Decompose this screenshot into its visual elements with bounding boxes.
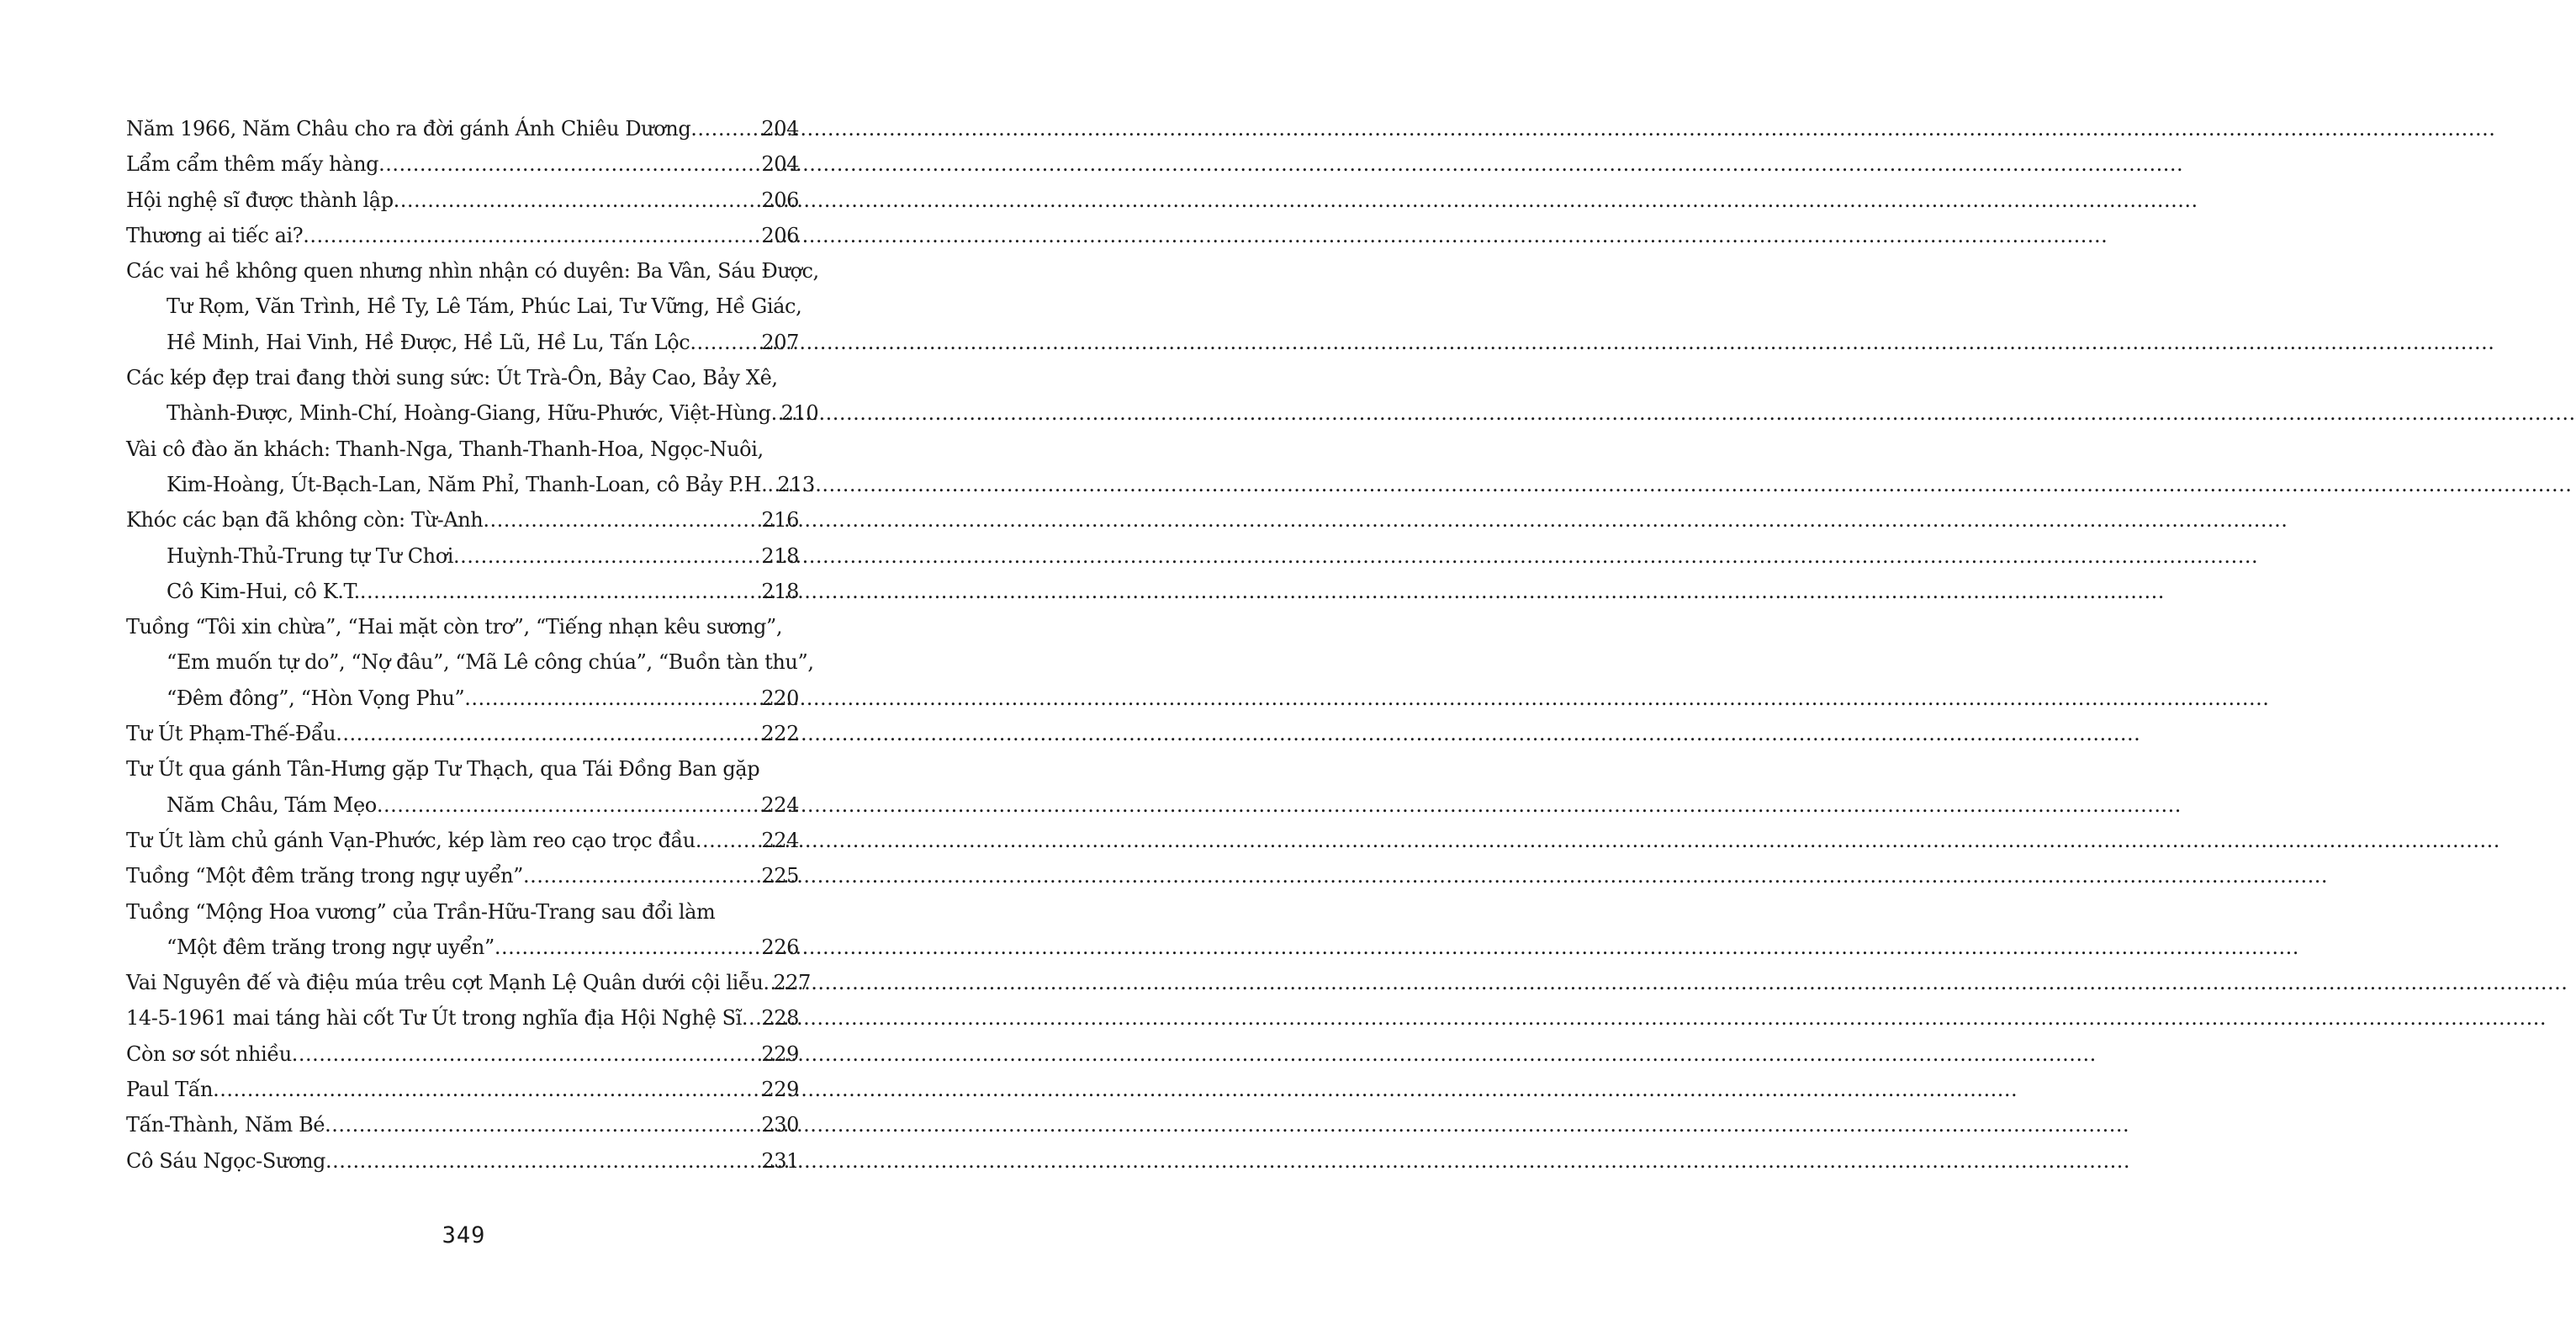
toc-entry xyxy=(126,751,799,823)
dot-leader xyxy=(377,787,760,823)
toc-entry-line: “Em muốn tự do”, “Nợ đâu”, “Mã Lê công chúa”, “Buồn tàn thu”, xyxy=(167,650,814,675)
toc-entry-title: Khóc các bạn đã không còn: Từ-Anh xyxy=(126,508,484,533)
dot-leader xyxy=(303,218,759,253)
toc-entry-title: Thương ai tiếc ai? xyxy=(126,223,304,247)
toc-entry-page: 213 xyxy=(777,472,815,496)
toc-entry-last-line xyxy=(126,574,799,609)
toc-entry xyxy=(126,1107,799,1142)
toc-entry-line: Tuồng “Tôi xin chừa”, “Hai mặt còn trơ”, “Tiếng nhạn kêu sương”, xyxy=(126,615,783,639)
toc-entry xyxy=(126,146,799,182)
dot-leader xyxy=(378,146,759,182)
toc-entry-page: 225 xyxy=(761,864,799,888)
dot-leader xyxy=(325,1107,759,1142)
toc-entry-title: Cô Sáu Ngọc-Sương xyxy=(126,1148,326,1173)
toc-entry-title: Tư Út làm chủ gánh Vạn-Phước, kép làm reo cạo trọc đầu xyxy=(126,828,696,852)
toc-entry xyxy=(126,609,814,716)
toc-entry-page: 228 xyxy=(761,1006,799,1031)
toc-entry-title: “Một đêm trăng trong ngự uyển” xyxy=(167,935,495,959)
toc-entry-line: Tuồng “Mộng Hoa vương” của Trần-Hữu-Trang sau đổi làm xyxy=(126,899,716,924)
toc-entry xyxy=(126,894,799,966)
toc-entry-page: 206 xyxy=(761,223,799,247)
toc-entry-last-line xyxy=(126,467,815,502)
toc-entry xyxy=(126,218,799,253)
toc-entry-last-line xyxy=(126,965,811,1000)
toc-entry-line: Tư Rọm, Văn Trình, Hề Ty, Lê Tám, Phúc Lai, Tư Vững, Hề Giác, xyxy=(167,294,802,319)
toc-entry xyxy=(126,1143,799,1179)
toc-entry-title: Vai Nguyên đế và điệu múa trêu cợt Mạnh Lệ Quân dưới cội liễu xyxy=(126,971,764,995)
dot-leader xyxy=(483,502,759,538)
toc-entry-page: 207 xyxy=(761,330,799,354)
toc-entry-last-line xyxy=(126,502,799,538)
toc-entry-last-line xyxy=(126,858,799,893)
toc-entry xyxy=(126,111,799,146)
toc-entry-title: Còn sơ sót nhiều xyxy=(126,1041,292,1066)
toc-entry xyxy=(126,253,819,360)
toc-entry-title: Huỳnh-Thủ-Trung tự Tư Chơi xyxy=(167,543,454,568)
toc-entry xyxy=(126,183,799,218)
dot-leader xyxy=(696,823,760,858)
toc-entry-last-line xyxy=(126,1000,799,1036)
toc-entry-page: 224 xyxy=(761,792,799,817)
dot-leader xyxy=(213,1072,759,1107)
toc-entry-page: 229 xyxy=(761,1041,799,1066)
toc-entry xyxy=(126,1036,799,1072)
toc-entry-title: Thành-Được, Minh-Chí, Hoàng-Giang, Hữu-Phước, Việt-Hùng xyxy=(167,401,771,426)
toc-entry xyxy=(126,360,819,432)
dot-leader xyxy=(464,681,759,716)
toc-entry-title: 14-5-1961 mai táng hài cốt Tư Út trong nghĩa địa Hội Nghệ Sĩ xyxy=(126,1006,742,1031)
toc-entry xyxy=(126,502,799,538)
toc-entry-page: 216 xyxy=(761,508,799,533)
toc-entry-last-line xyxy=(126,218,799,253)
toc-entry-last-line xyxy=(126,538,799,574)
toc-entry-last-line xyxy=(126,1143,799,1179)
toc-entry-last-line xyxy=(126,1036,799,1072)
toc-entry-page: 204 xyxy=(761,152,799,177)
dot-leader xyxy=(394,183,760,218)
dot-leader xyxy=(767,467,775,502)
toc-entry-title: Cô Kim-Hui, cô K.T. xyxy=(167,579,360,603)
toc-entry-title: Tư Út Phạm-Thế-Đẩu xyxy=(126,722,336,746)
toc-entry-page: 224 xyxy=(761,828,799,852)
dot-leader xyxy=(742,1000,759,1036)
toc-entry-page: 220 xyxy=(761,686,799,710)
toc-entry-page: 218 xyxy=(761,543,799,568)
dot-leader xyxy=(523,858,759,893)
table-of-contents xyxy=(126,111,819,1179)
toc-entry-line: Các vai hề không quen nhưng nhìn nhận có duyên: Ba Vân, Sáu Được, xyxy=(126,259,819,284)
toc-entry-last-line xyxy=(126,395,819,431)
toc-entry-last-line xyxy=(126,787,799,823)
toc-entry-title: Hề Minh, Hai Vinh, Hề Được, Hề Lũ, Hề Lu, Tấn Lộc xyxy=(167,330,690,354)
toc-entry xyxy=(126,1072,799,1107)
dot-leader xyxy=(453,538,759,574)
toc-entry xyxy=(126,858,799,893)
dot-leader xyxy=(292,1036,760,1072)
toc-entry-last-line xyxy=(126,1072,799,1107)
toc-entry-page: 222 xyxy=(761,722,799,746)
toc-entry xyxy=(126,965,811,1000)
dot-leader xyxy=(690,325,759,360)
toc-entry-last-line xyxy=(126,930,799,965)
toc-entry xyxy=(126,716,799,751)
toc-entry-line: Vài cô đào ăn khách: Thanh-Nga, Thanh-Thanh-Hoa, Ngọc-Nuôi, xyxy=(126,437,764,461)
toc-entry-page: 204 xyxy=(761,117,799,140)
toc-entry-title: Kim-Hoàng, Út-Bạch-Lan, Năm Phỉ, Thanh-Loan, cô Bảy P.H. xyxy=(167,472,768,496)
toc-entry-last-line xyxy=(126,146,799,182)
dot-leader xyxy=(690,111,759,146)
toc-entry-title: Năm Châu, Tám Mẹo xyxy=(167,792,377,817)
toc-entry xyxy=(126,1000,799,1036)
toc-entry-last-line xyxy=(126,325,799,360)
toc-entry xyxy=(126,823,799,858)
toc-entry-page: 218 xyxy=(761,579,799,603)
dot-leader xyxy=(325,1143,759,1179)
toc-entry-last-line xyxy=(126,183,799,218)
toc-entry-last-line xyxy=(126,681,799,716)
toc-entry-title: Năm 1966, Năm Châu cho ra đời gánh Ánh Chiêu Dương xyxy=(126,117,691,140)
toc-entry-title: Lẩm cẩm thêm mấy hàng xyxy=(126,152,379,177)
dot-leader xyxy=(771,395,780,431)
toc-entry-page: 206 xyxy=(761,188,799,212)
toc-entry-last-line xyxy=(126,1107,799,1142)
dot-leader xyxy=(336,716,759,751)
toc-entry-title: “Đêm đông”, “Hòn Vọng Phu” xyxy=(167,686,465,710)
toc-entry-line: Các kép đẹp trai đang thời sung sức: Út Trà-Ôn, Bảy Cao, Bảy Xê, xyxy=(126,366,778,390)
toc-entry-page: 231 xyxy=(761,1148,799,1173)
toc-entry-title: Hội nghệ sĩ được thành lập xyxy=(126,188,394,212)
toc-entry-line: Tư Út qua gánh Tân-Hưng gặp Tư Thạch, qua Tái Đồng Ban gặp xyxy=(126,757,760,782)
toc-entry-title: Tấn-Thành, Năm Bé xyxy=(126,1113,325,1137)
toc-entry-page: 226 xyxy=(761,935,799,959)
toc-entry-page: 230 xyxy=(761,1113,799,1137)
toc-entry xyxy=(126,538,799,574)
dot-leader xyxy=(763,965,771,1000)
toc-entry xyxy=(126,432,815,503)
toc-entry-page: 229 xyxy=(761,1078,799,1102)
toc-entry-page: 210 xyxy=(780,401,819,426)
page-number: 349 xyxy=(442,1222,486,1248)
toc-entry-title: Tuồng “Một đêm trăng trong ngự uyển” xyxy=(126,864,524,888)
toc-entry-last-line xyxy=(126,111,799,146)
toc-entry-last-line xyxy=(126,823,799,858)
toc-entry-title: Paul Tấn xyxy=(126,1078,214,1102)
toc-entry-last-line xyxy=(126,716,799,751)
dot-leader xyxy=(360,574,760,609)
toc-entry-page: 227 xyxy=(773,971,811,995)
toc-entry xyxy=(126,574,799,609)
dot-leader xyxy=(495,930,760,965)
